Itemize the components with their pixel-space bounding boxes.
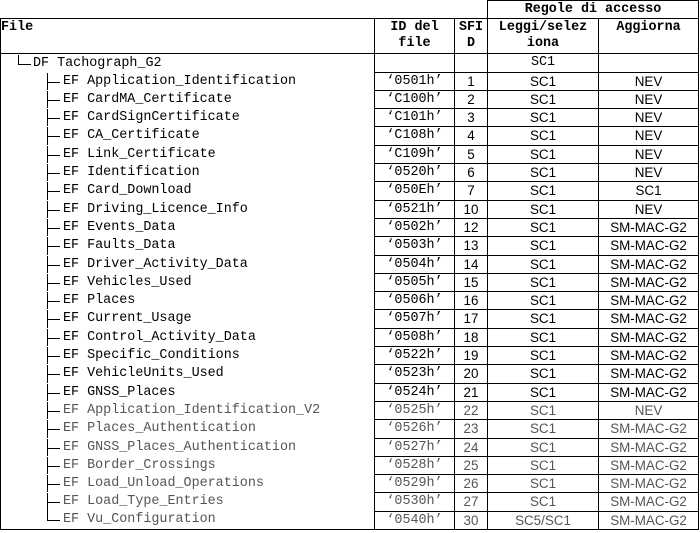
table-row (1, 127, 699, 145)
tree-connector (1, 91, 63, 108)
ef-id: ‘0507h’ (375, 310, 455, 328)
read-header-line1: Leggi/selez (498, 20, 588, 36)
ef-id: ‘0522h’ (375, 347, 455, 365)
tree-connector (1, 292, 63, 309)
ef-id: ‘C100h’ (375, 90, 455, 108)
ef-sfid: 1 (455, 72, 488, 90)
ef-read: SC1 (488, 237, 599, 255)
ef-read: SC1 (488, 127, 599, 145)
ef-name-cell (1, 511, 375, 529)
ef-name: EF Specific_Conditions (63, 348, 240, 364)
ef-read: SC1 (488, 438, 599, 456)
access-rules-header: Regole di accesso (488, 1, 699, 19)
ef-name: EF Card_Download (63, 183, 192, 199)
ef-sfid: 7 (455, 182, 488, 200)
ef-name-cell (1, 292, 375, 310)
tree-connector (1, 402, 63, 419)
tree-connector (1, 182, 63, 199)
ef-name: EF VehicleUnits_Used (63, 366, 224, 382)
ef-update: SM-MAC-G2 (599, 456, 699, 474)
ef-name: EF Places_Authentication (63, 421, 256, 437)
table-row (1, 218, 699, 236)
ef-update: SM-MAC-G2 (599, 420, 699, 438)
ef-update: SM-MAC-G2 (599, 273, 699, 291)
ef-read: SC1 (488, 456, 599, 474)
df-row (1, 54, 699, 72)
table-row (1, 72, 699, 90)
ef-name: EF Application_Identification (63, 73, 297, 89)
table-row (1, 475, 699, 493)
ef-name: EF Load_Type_Entries (63, 494, 224, 510)
tree-connector (1, 55, 33, 72)
tree-connector (1, 164, 63, 181)
sfid-header-line1: SFI (458, 20, 484, 36)
tree-connector (1, 493, 63, 510)
table-row (1, 438, 699, 456)
id-header-line1: ID del (390, 20, 439, 36)
ef-read: SC1 (488, 475, 599, 493)
ef-id: ‘0528h’ (375, 456, 455, 474)
table-row (1, 365, 699, 383)
ef-name: EF CardSignCertificate (63, 110, 240, 126)
ef-name: EF Driver_Activity_Data (63, 256, 248, 272)
ef-read: SC1 (488, 420, 599, 438)
table-row (1, 347, 699, 365)
table-row (1, 310, 699, 328)
tree-connector (1, 109, 63, 126)
ef-update: SM-MAC-G2 (599, 328, 699, 346)
table-row (1, 420, 699, 438)
table-row (1, 401, 699, 419)
table-row (1, 255, 699, 273)
ef-sfid: 30 (455, 511, 488, 529)
ef-update: SM-MAC-G2 (599, 218, 699, 236)
tree-connector (1, 511, 63, 528)
ef-name-cell (1, 456, 375, 474)
ef-update: SM-MAC-G2 (599, 493, 699, 511)
ef-name: EF GNSS_Places_Authentication (63, 439, 297, 455)
ef-id: ‘0503h’ (375, 237, 455, 255)
ef-id: ‘0524h’ (375, 383, 455, 401)
ef-id: ‘0527h’ (375, 438, 455, 456)
ef-id: ‘0525h’ (375, 401, 455, 419)
ef-id: ‘0501h’ (375, 72, 455, 90)
ef-sfid: 23 (455, 420, 488, 438)
ef-sfid: 14 (455, 255, 488, 273)
ef-sfid: 20 (455, 365, 488, 383)
ef-name: EF Border_Crossings (63, 457, 216, 473)
ef-read: SC1 (488, 493, 599, 511)
ef-id: ‘0506h’ (375, 292, 455, 310)
ef-read: SC1 (488, 273, 599, 291)
tree-connector (1, 475, 63, 492)
ef-sfid: 5 (455, 145, 488, 163)
ef-read: SC1 (488, 72, 599, 90)
ef-name-cell (1, 127, 375, 145)
id-column-header (375, 19, 455, 54)
ef-name: EF Load_Unload_Operations (63, 476, 264, 492)
ef-sfid: 24 (455, 438, 488, 456)
table-row (1, 383, 699, 401)
ef-read: SC1 (488, 164, 599, 182)
ef-name: EF Driving_Licence_Info (63, 201, 248, 217)
ef-sfid: 12 (455, 218, 488, 236)
ef-update: SC1 (599, 182, 699, 200)
ef-read: SC1 (488, 182, 599, 200)
ef-update: NEV (599, 127, 699, 145)
ef-read: SC1 (488, 365, 599, 383)
ef-read: SC1 (488, 255, 599, 273)
ef-read: SC1 (488, 383, 599, 401)
table-row (1, 493, 699, 511)
ef-name-cell (1, 237, 375, 255)
header-row-main (1, 19, 699, 54)
ef-read: SC1 (488, 401, 599, 419)
ef-sfid: 22 (455, 401, 488, 419)
ef-id: ‘C108h’ (375, 127, 455, 145)
ef-id: ‘0508h’ (375, 328, 455, 346)
tree-connector (1, 347, 63, 364)
ef-read: SC1 (488, 218, 599, 236)
ef-sfid: 3 (455, 109, 488, 127)
tree-connector (1, 201, 63, 218)
table-row (1, 456, 699, 474)
ef-id: ‘0529h’ (375, 475, 455, 493)
ef-name-cell (1, 72, 375, 90)
ef-read: SC1 (488, 90, 599, 108)
ef-name: EF Vehicles_Used (63, 274, 192, 290)
df-name: DF Tachograph_G2 (33, 55, 162, 71)
ef-sfid: 25 (455, 456, 488, 474)
ef-name: EF Identification (63, 165, 200, 181)
ef-id: ‘0526h’ (375, 420, 455, 438)
ef-name: EF Current_Usage (63, 311, 192, 327)
tree-connector (1, 420, 63, 437)
ef-name-cell (1, 273, 375, 291)
ef-name-cell (1, 145, 375, 163)
table-row (1, 237, 699, 255)
tree-connector (1, 365, 63, 382)
ef-sfid: 17 (455, 310, 488, 328)
table-row (1, 292, 699, 310)
ef-name-cell (1, 164, 375, 182)
ef-name: EF Link_Certificate (63, 146, 216, 162)
ef-sfid: 26 (455, 475, 488, 493)
tree-connector (1, 146, 63, 163)
ef-update: SM-MAC-G2 (599, 511, 699, 529)
ef-read: SC5/SC1 (488, 511, 599, 529)
tree-connector (1, 274, 63, 291)
ef-name: EF Events_Data (63, 219, 176, 235)
ef-update: NEV (599, 72, 699, 90)
ef-sfid: 18 (455, 328, 488, 346)
ef-id: ‘C109h’ (375, 145, 455, 163)
ef-name-cell (1, 420, 375, 438)
table-row (1, 182, 699, 200)
ef-name-cell (1, 255, 375, 273)
ef-name-cell (1, 475, 375, 493)
table-row (1, 273, 699, 291)
header-row-top (1, 1, 699, 19)
ef-sfid: 15 (455, 273, 488, 291)
ef-read: SC1 (488, 200, 599, 218)
ef-name-cell (1, 383, 375, 401)
ef-sfid: 6 (455, 164, 488, 182)
ef-update: SM-MAC-G2 (599, 475, 699, 493)
tree-connector (1, 384, 63, 401)
ef-id: ‘0502h’ (375, 218, 455, 236)
tree-connector (1, 457, 63, 474)
ef-update: SM-MAC-G2 (599, 255, 699, 273)
update-column-header: Aggiorna (599, 19, 699, 54)
ef-name-cell (1, 109, 375, 127)
ef-id: ‘C101h’ (375, 109, 455, 127)
table-row (1, 164, 699, 182)
ef-read: SC1 (488, 328, 599, 346)
table-row (1, 109, 699, 127)
ef-read: SC1 (488, 310, 599, 328)
df-name-cell (1, 54, 375, 72)
ef-read: SC1 (488, 292, 599, 310)
ef-read: SC1 (488, 347, 599, 365)
df-read: SC1 (488, 54, 599, 72)
ef-sfid: 2 (455, 90, 488, 108)
table-row (1, 90, 699, 108)
ef-id: ‘0540h’ (375, 511, 455, 529)
file-column-header: File (1, 19, 375, 54)
ef-update: SM-MAC-G2 (599, 383, 699, 401)
id-header-line2: file (398, 36, 431, 52)
tree-connector (1, 256, 63, 273)
ef-name: EF CardMA_Certificate (63, 91, 232, 107)
ef-sfid: 19 (455, 347, 488, 365)
ef-sfid: 10 (455, 200, 488, 218)
ef-update: NEV (599, 90, 699, 108)
ef-name-cell (1, 347, 375, 365)
ef-sfid: 13 (455, 237, 488, 255)
tree-connector (1, 439, 63, 456)
tree-connector (1, 237, 63, 254)
ef-name: EF Places (63, 293, 136, 309)
ef-update: NEV (599, 109, 699, 127)
ef-update: SM-MAC-G2 (599, 347, 699, 365)
ef-name-cell (1, 493, 375, 511)
sfid-header-line2: D (466, 36, 476, 52)
ef-update: SM-MAC-G2 (599, 365, 699, 383)
table-row (1, 328, 699, 346)
ef-sfid: 16 (455, 292, 488, 310)
ef-sfid: 27 (455, 493, 488, 511)
sfid-column-header (455, 19, 488, 54)
ef-name: EF CA_Certificate (63, 128, 200, 144)
ef-update: NEV (599, 145, 699, 163)
ef-update: SM-MAC-G2 (599, 310, 699, 328)
table-row (1, 200, 699, 218)
ef-name-cell (1, 218, 375, 236)
ef-update: SM-MAC-G2 (599, 237, 699, 255)
ef-name-cell (1, 90, 375, 108)
ef-name-cell (1, 365, 375, 383)
ef-name: EF Application_Identification_V2 (63, 402, 321, 418)
ef-update: NEV (599, 200, 699, 218)
tree-connector (1, 219, 63, 236)
table-row (1, 145, 699, 163)
ef-id: ‘0505h’ (375, 273, 455, 291)
ef-sfid: 21 (455, 383, 488, 401)
table-row (1, 511, 699, 529)
ef-id: ‘0504h’ (375, 255, 455, 273)
ef-name-cell (1, 200, 375, 218)
ef-id: ‘0520h’ (375, 164, 455, 182)
read-column-header (488, 19, 599, 54)
ef-name-cell (1, 182, 375, 200)
ef-read: SC1 (488, 145, 599, 163)
ef-update: NEV (599, 164, 699, 182)
read-header-line2: iona (526, 36, 560, 52)
ef-name: EF Control_Activity_Data (63, 329, 256, 345)
ef-id: ‘0523h’ (375, 365, 455, 383)
df-update (599, 54, 699, 72)
ef-read: SC1 (488, 109, 599, 127)
ef-name-cell (1, 401, 375, 419)
ef-name-cell (1, 438, 375, 456)
tree-connector (1, 310, 63, 327)
ef-id: ‘0521h’ (375, 200, 455, 218)
ef-id: ‘0530h’ (375, 493, 455, 511)
tree-connector (1, 73, 63, 90)
tree-connector (1, 329, 63, 346)
ef-sfid: 4 (455, 127, 488, 145)
ef-update: NEV (599, 401, 699, 419)
ef-name-cell (1, 328, 375, 346)
ef-update: SM-MAC-G2 (599, 292, 699, 310)
ef-name: EF GNSS_Places (63, 384, 176, 400)
ef-name-cell (1, 310, 375, 328)
ef-update: SM-MAC-G2 (599, 438, 699, 456)
ef-id: ‘050Eh’ (375, 182, 455, 200)
ef-name: EF Faults_Data (63, 238, 176, 254)
ef-name: EF Vu_Configuration (63, 512, 216, 528)
tree-connector (1, 127, 63, 144)
